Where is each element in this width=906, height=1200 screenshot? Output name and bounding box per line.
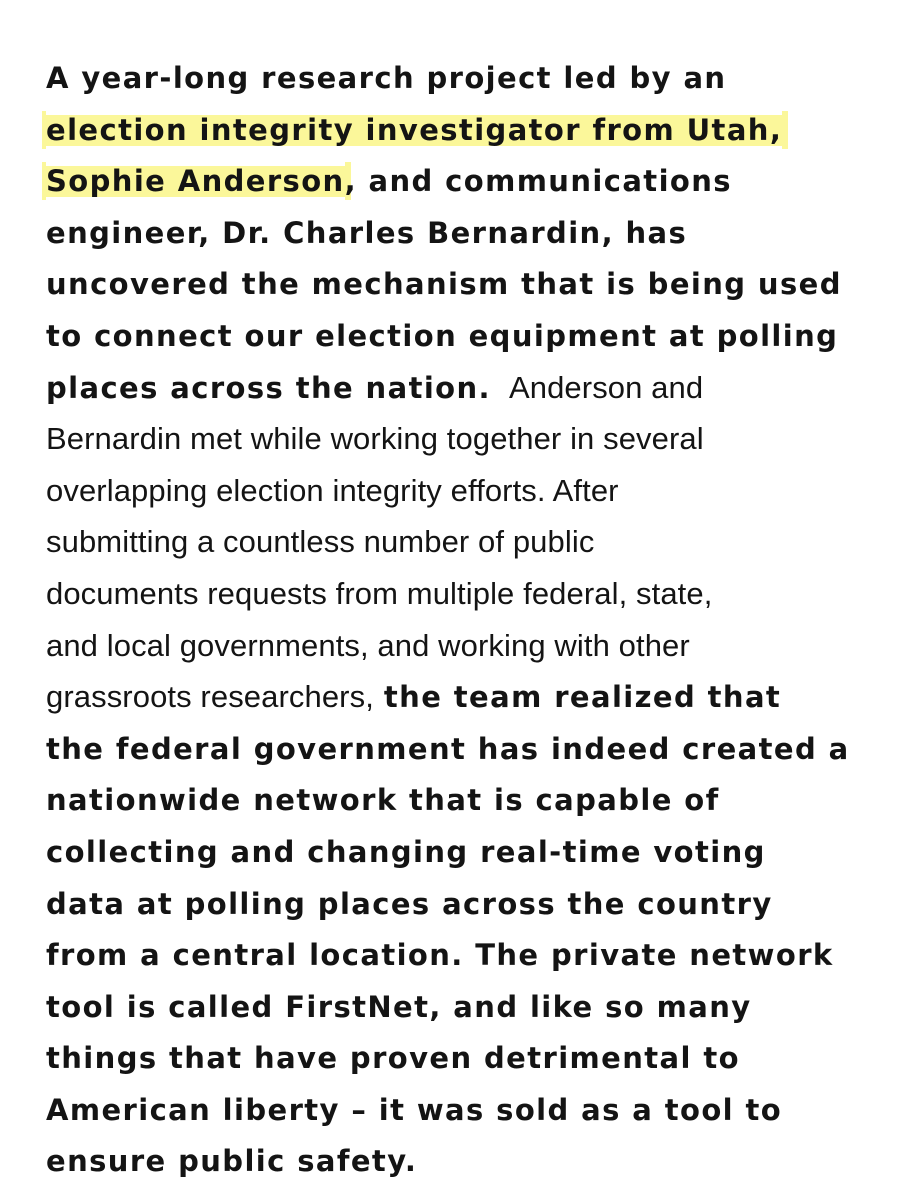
bold-text: data at polling places across the country — [46, 886, 773, 921]
text-line — [46, 1032, 886, 1084]
text-line — [46, 413, 886, 465]
text-line — [46, 671, 886, 723]
body-text: Anderson and — [508, 369, 704, 405]
bold-text: engineer, Dr. Charles Bernardin, has — [46, 215, 688, 250]
text-line — [46, 620, 886, 672]
text-line — [46, 826, 886, 878]
text-line — [46, 1135, 886, 1187]
bold-text: , and communications — [344, 164, 732, 199]
body-text: and local governments, and working with other — [46, 627, 690, 663]
bold-text: American liberty – it was sold as a tool to — [46, 1092, 783, 1127]
bold-text: to connect our election equipment at polling — [46, 318, 839, 353]
text-line — [46, 362, 886, 414]
bold-text: nationwide network that is capable of — [46, 783, 720, 818]
body-text: grassroots researchers, — [46, 679, 374, 715]
text-line — [46, 1084, 886, 1136]
bold-text: places across the nation. — [46, 370, 491, 405]
text-line — [46, 52, 886, 104]
text-line — [46, 878, 886, 930]
text-line — [46, 155, 886, 207]
text-line — [46, 981, 886, 1033]
article-paragraph — [46, 52, 886, 1187]
body-text: Bernardin met while working together in several — [46, 421, 704, 457]
bold-text: the team realized that — [383, 680, 782, 715]
bold-text: ensure public safety. — [46, 1144, 418, 1179]
text-line — [46, 516, 886, 568]
text-line — [46, 723, 886, 775]
bold-text: A year-long research project led by an — [46, 61, 727, 95]
bold-text: uncovered the mechanism that is being used — [46, 267, 842, 302]
body-text: submitting a countless number of public — [46, 524, 595, 560]
text-line — [46, 568, 886, 620]
bold-text: collecting and changing real-time voting — [46, 834, 766, 869]
highlighted-text: election integrity investigator from Utah, — [46, 112, 783, 147]
text-line — [46, 258, 886, 310]
highlighted-text: Sophie Anderson — [46, 164, 345, 199]
bold-text: from a central location. The private network — [46, 938, 834, 973]
body-text: overlapping election integrity efforts. After — [46, 472, 619, 508]
text-line — [46, 104, 886, 156]
bold-text: tool is called FirstNet, and like so many — [46, 989, 752, 1024]
text-line — [46, 310, 886, 362]
bold-text: things that have proven detrimental to — [46, 1041, 740, 1076]
body-text: documents requests from multiple federal, state, — [46, 575, 713, 611]
text-line — [46, 774, 886, 826]
text-line — [46, 207, 886, 259]
text-line — [46, 929, 886, 981]
text-line — [46, 465, 886, 517]
bold-text: the federal government has indeed created a — [46, 731, 850, 766]
